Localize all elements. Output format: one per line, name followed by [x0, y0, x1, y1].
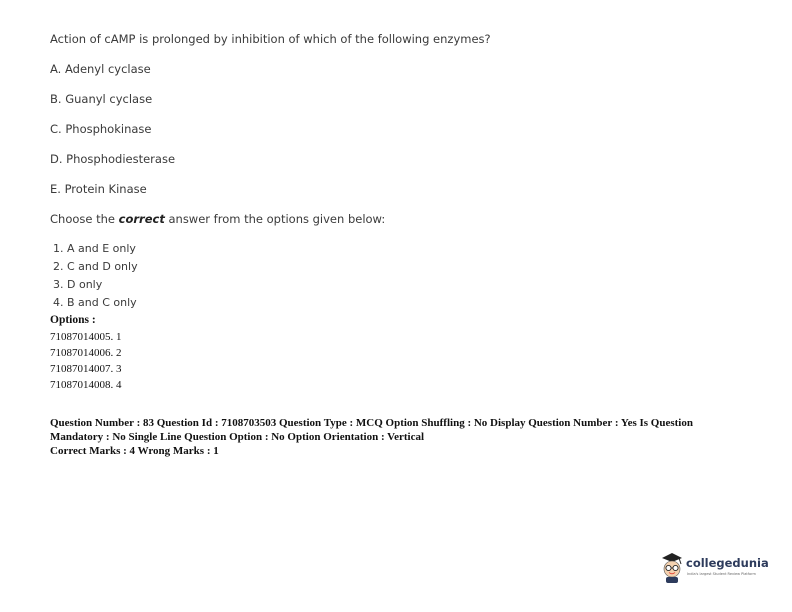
- option-id-1: 71087014005. 1: [50, 331, 122, 343]
- student-avatar-icon: [658, 552, 686, 584]
- logo-tagline: India's largest Student Review Platform: [687, 572, 756, 576]
- answer-choice-1: 1. A and E only: [53, 242, 136, 255]
- answer-choice-4: 4. B and C only: [53, 296, 137, 309]
- question-text: Action of cAMP is prolonged by inhibition of which of the following enzymes?: [50, 32, 491, 46]
- metadata-line-1: Question Number : 83 Question Id : 7108703503 Question Type : MCQ Option Shuffling : No Display Question Number : Yes Is Question Mandatory : No Single Line Question Option : No Option Orientation : Vertical: [50, 417, 693, 443]
- option-b: B. Guanyl cyclase: [50, 92, 153, 106]
- option-c: C. Phosphokinase: [50, 122, 152, 136]
- choose-prefix: Choose the: [50, 212, 119, 226]
- choose-instruction: [50, 212, 385, 226]
- answer-choice-2: 2. C and D only: [53, 260, 138, 273]
- option-e: E. Protein Kinase: [50, 182, 147, 196]
- option-a: A. Adenyl cyclase: [50, 62, 151, 76]
- option-d: D. Phosphodiesterase: [50, 152, 176, 166]
- option-id-3: 71087014007. 3: [50, 363, 122, 375]
- choose-emphasis: correct: [118, 212, 165, 226]
- choose-suffix: answer from the options given below:: [164, 212, 386, 226]
- logo-wordmark: collegedunia: [686, 556, 769, 570]
- metadata-line-2: Correct Marks : 4 Wrong Marks : 1: [50, 445, 219, 457]
- question-metadata: [50, 416, 730, 458]
- option-id-4: 71087014008. 4: [50, 379, 122, 391]
- option-id-2: 71087014006. 2: [50, 347, 122, 359]
- collegedunia-logo: [658, 552, 770, 584]
- answer-choice-3: 3. D only: [53, 278, 103, 291]
- options-label: Options :: [50, 314, 96, 326]
